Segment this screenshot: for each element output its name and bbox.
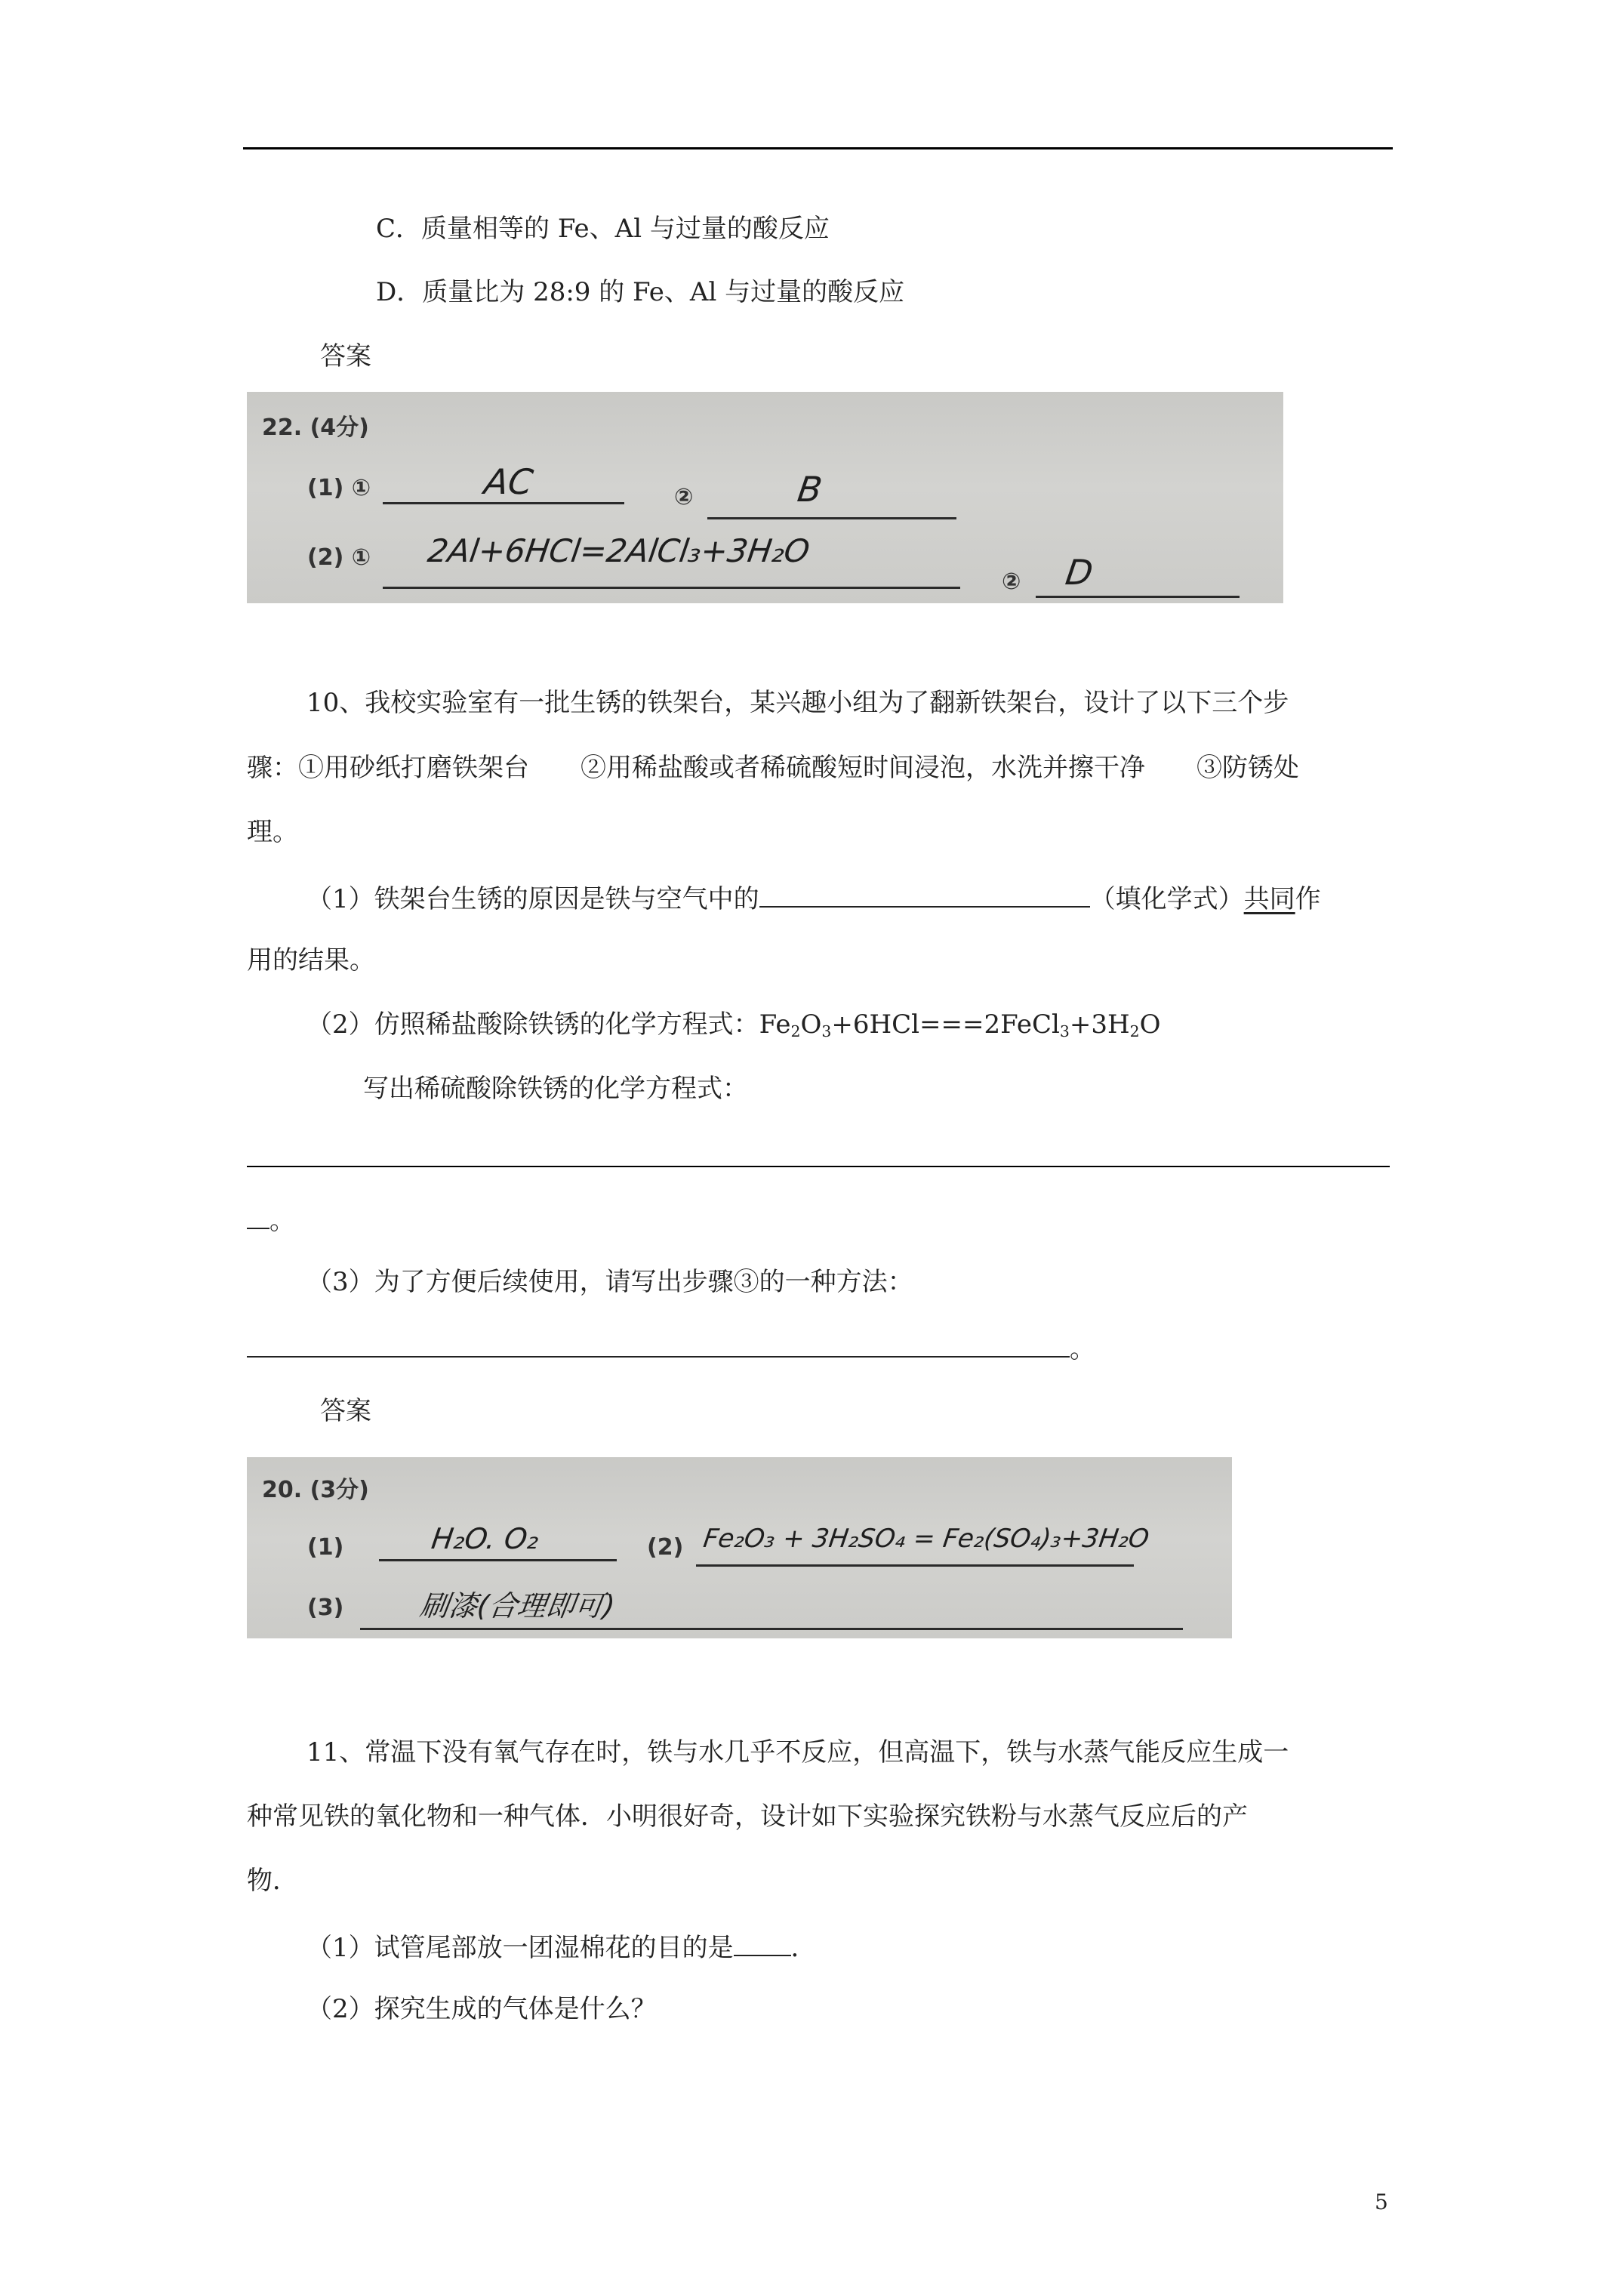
answer-photo-22 xyxy=(247,392,1283,603)
q11-line2: 种常见铁的氧化物和一种气体．小明很好奇，设计如下实验探究铁粉与水蒸气反应后的产 xyxy=(247,1801,1248,1832)
q10-part3: （3）为了方便后续使用，请写出步骤③的一种方法： xyxy=(306,1267,913,1297)
answer-label: 答案 xyxy=(320,1396,371,1426)
answer-blank xyxy=(247,1333,1070,1358)
q11-line1: 11、常温下没有氧气存在时，铁与水几乎不反应，但高温下，铁与水蒸气能反应生成一 xyxy=(306,1737,1289,1767)
handwritten-answer: Fe₂O₃ + 3H₂SO₄ = Fe₂(SO₄)₃+3H₂O xyxy=(701,1524,1151,1554)
answer-photo-20 xyxy=(247,1457,1232,1638)
answer-label: 答案 xyxy=(320,341,371,371)
q10-part2 xyxy=(306,1009,1161,1041)
answer-blank xyxy=(247,1205,269,1229)
header-rule xyxy=(243,147,1393,149)
page-number: 5 xyxy=(1375,2190,1388,2214)
q10-part1-line2: 用的结果。 xyxy=(247,945,375,975)
answer-row2-number: (3) xyxy=(307,1595,344,1621)
q10-line1: 10、我校实验室有一批生锈的铁架台，某兴趣小组为了翻新铁架台，设计了以下三个步 xyxy=(306,688,1289,718)
handwritten-answer: AC xyxy=(482,461,536,502)
answer-circled-number: ② xyxy=(674,484,694,510)
answer-header: 22. (4分) xyxy=(262,415,369,441)
q10-part2-prefix: （2）仿照稀盐酸除铁锈的化学方程式： xyxy=(306,1009,759,1040)
answer-blank-line xyxy=(247,1166,1390,1167)
handwritten-answer: D xyxy=(1063,552,1096,593)
q10-part1-underlined: 共同 xyxy=(1243,884,1295,914)
answer-row2-number: (2) ① xyxy=(307,544,371,571)
answer-blank xyxy=(734,1932,791,1956)
handwritten-answer: B xyxy=(795,469,825,510)
answer-blank xyxy=(759,883,1090,908)
q11-line3: 物． xyxy=(247,1866,298,1896)
answer-blank-line xyxy=(383,502,624,504)
answer-blank-line xyxy=(1036,596,1240,598)
q10-part1-note: （填化学式） xyxy=(1089,884,1244,914)
answer-row1-number2: (2) xyxy=(647,1534,684,1561)
q10-part2-end: 。 xyxy=(247,1205,295,1234)
q10-part1-prefix: （1）铁架台生锈的原因是铁与空气中的 xyxy=(306,884,759,914)
chemical-equation: $Fe_2O_3+6HCl===2FeCl_3+3H_2O$ xyxy=(759,1009,1161,1041)
q10-part1 xyxy=(306,883,1321,912)
answer-blank-line xyxy=(379,1559,617,1561)
answer-circled-number: ② xyxy=(1002,569,1021,595)
q10-line2: 骤：①用砂纸打磨铁架台 ②用稀盐酸或者稀硫酸短时间浸泡，水洗并擦干净 ③防锈处 xyxy=(247,753,1299,783)
answer-blank-line xyxy=(383,587,960,589)
option-c: C．质量相等的 Fe、Al 与过量的酸反应 xyxy=(376,214,830,244)
handwritten-answer: 2Al+6HCl=2AlCl₃+3H₂O xyxy=(425,532,812,569)
answer-header: 20. (3分) xyxy=(262,1477,369,1503)
answer-row1-number: (1) xyxy=(307,1534,344,1561)
answer-blank-line xyxy=(360,1628,1183,1630)
option-d: D．质量比为 28:9 的 Fe、Al 与过量的酸反应 xyxy=(376,277,905,307)
q10-part1-tail: 作 xyxy=(1295,884,1321,914)
handwritten-answer: 刷漆(合理即可) xyxy=(417,1589,617,1623)
handwritten-answer: H₂O. O₂ xyxy=(429,1522,541,1555)
q11-part1: （1）试管尾部放一团湿棉花的目的是 ． xyxy=(306,1933,817,1963)
answer-blank-line xyxy=(696,1564,1134,1567)
answer-row1-number: (1) ① xyxy=(307,475,371,501)
q10-part2-line2: 写出稀硫酸除铁锈的化学方程式： xyxy=(363,1074,748,1104)
q10-line3: 理。 xyxy=(247,817,298,847)
q11-part2: （2）探究生成的气体是什么？ xyxy=(306,1994,657,2024)
answer-blank-line xyxy=(707,517,956,519)
q10-part3-end: 。 xyxy=(247,1333,1095,1362)
